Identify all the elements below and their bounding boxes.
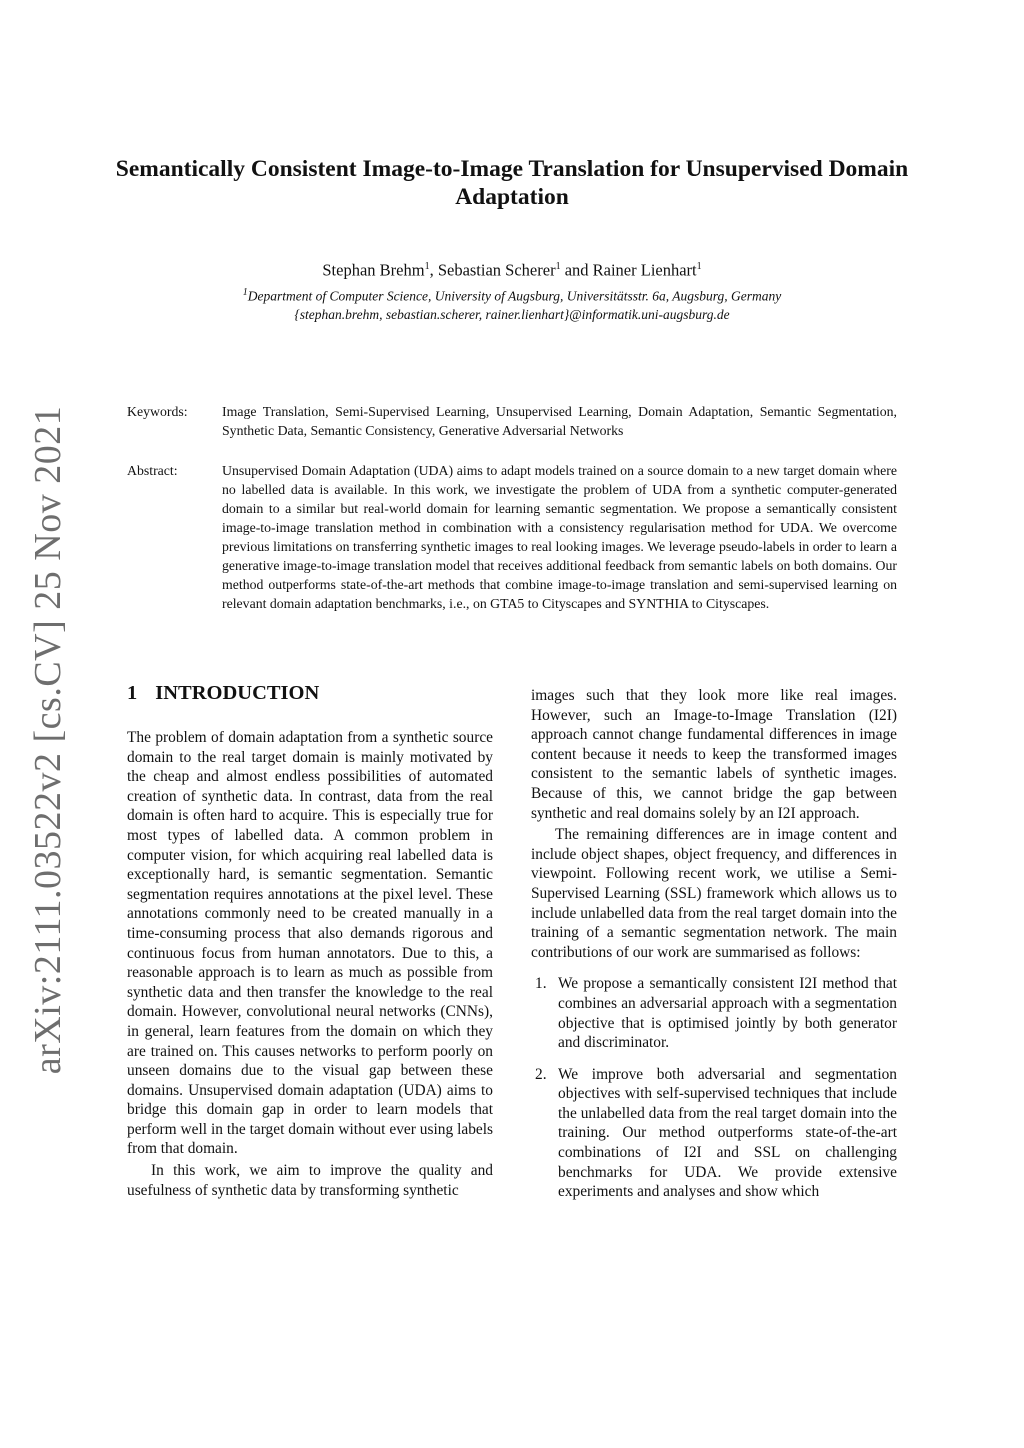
left-column [127, 680, 493, 1200]
list-item-number: 2. [535, 1065, 547, 1083]
author-name: Stephan Brehm [322, 260, 425, 280]
abstract-label: Abstract: [127, 463, 178, 478]
author-name: Rainer Lienhart [592, 260, 697, 280]
arxiv-identifier-stamp: arXiv:2111.03522v2 [cs.CV] 25 Nov 2021 [27, 405, 69, 1075]
author-emails: {stephan.brehm, sebastian.scherer, rainer.lienhart}@informatik.uni-augsburg.de [294, 306, 730, 322]
affiliation-mark: 1 [696, 261, 702, 272]
body-paragraph: The problem of domain adaptation from a synthetic source domain to the real target domain is mainly motivated by the cheap and almost endless possibilities of automated creation of synthetic data. In contrast, data from the real domain is often hard to acquire. This is especially true for most types of labelled data. A common problem in computer vision, for which acquiring real labelled data is exceptionally hard, is semantic segmentation. Semantic segmentation requires annotations at the pixel level. These annotations commonly need to be created manually in a time-consuming process that also demands rigorous and continuous focus from human annotators. Due to this, a reasonable approach is to learn as much as possible from synthetic data and then transfer the knowledge to the real domain. However, convolutional neural networks (CNNs), in general, learn features from the domain on which they are trained on. This causes networks to perform poorly on unseen domains due to the visual gap between these domains. Unsupervised domain adaptation (UDA) aims to bridge this domain gap in order to learn models that perform well in the target domain without ever using labels from that domain. [127, 729, 493, 1158]
section-title: INTRODUCTION [155, 682, 320, 704]
section-number: 1 [127, 682, 138, 704]
body-paragraph: The remaining differences are in image content and include object shapes, object frequency, and differences in viewpoint. Following recent work, we utilise a Semi-Supervised Learning (SSL) framework which allows us to include unlabelled data from the real target domain into the training of a semantic segmentation network. The main contributions of our work are summarised as follows: [531, 826, 897, 961]
abstract-text: Unsupervised Domain Adaptation (UDA) aims to adapt models trained on a source domain to a new target domain where no labelled data is available. In this work, we investigate the problem of UDA from a synthetic computer-generated domain to a similar but real-world domain for learning semantic segmentation. We propose a semantically consistent image-to-image translation method in combination with a consistency regularisation method for UDA. We overcome previous limitations on transferring synthetic images to real looking images. We leverage pseudo-labels in order to learn a generative image-to-image translation model that receives additional feedback from semantic labels on both domains. Our method outperforms state-of-the-art methods that combine image-to-image translation and semi-supervised learning on relevant domain adaptation benchmarks, i.e., on GTA5 to Cityscapes and SYNTHIA to Cityscapes. [222, 463, 897, 611]
body-paragraph: In this work, we aim to improve the quality and usefulness of synthetic data by transforming synthetic [127, 1162, 493, 1199]
section-heading [127, 680, 493, 706]
affiliation-line [100, 284, 924, 306]
author-list [100, 257, 924, 281]
right-column [531, 686, 897, 1214]
author-separator: , [429, 260, 438, 280]
author-name: Sebastian Scherer [437, 260, 556, 280]
list-item-text: We improve both adversarial and segmentation objectives with self-supervised techniques that include the unlabelled data from the real target domain into the training. Our method outperforms state-of-the-art combinations of I2I and SSL on challenging benchmarks for UDA. We provide extensive experiments and analyses and show which [558, 1065, 897, 1201]
affiliation-mark: 1 [424, 261, 430, 272]
affiliation-text: Department of Computer Science, University of Augsburg, Universitätsstr. 6a, Augsburg, Germany [247, 288, 782, 304]
affiliation-mark: 1 [555, 261, 561, 272]
paper-title: Semantically Consistent Image-to-Image Translation for Unsupervised Domain Adaptation [115, 156, 909, 210]
author-separator: and [560, 260, 593, 280]
contribution-list [531, 974, 897, 1202]
list-item-text: We propose a semantically consistent I2I method that combines an adversarial approach with a segmentation objective that is optimised jointly by both generator and discriminator. [558, 975, 897, 1052]
body-paragraph: images such that they look more like real images. However, such an Image-to-Image Translation (I2I) approach cannot change fundamental differences in image content because it needs to keep the transformed images consistent to the semantic labels of synthetic images. Because of this, we cannot bridge the gap between synthetic and real domains solely by an I2I approach. [531, 687, 897, 822]
keywords-label: Keywords: [127, 404, 188, 419]
affiliation-mark: 1 [242, 287, 248, 298]
keywords-text: Image Translation, Semi-Supervised Learning, Unsupervised Learning, Domain Adaptation, Semantic Segmentation, Synthetic Data, Semantic Consistency, Generative Adversarial Networks [222, 404, 897, 438]
list-item [531, 1065, 897, 1202]
affiliation-block [100, 284, 924, 324]
list-item [531, 974, 897, 1052]
list-item-number: 1. [535, 975, 547, 993]
